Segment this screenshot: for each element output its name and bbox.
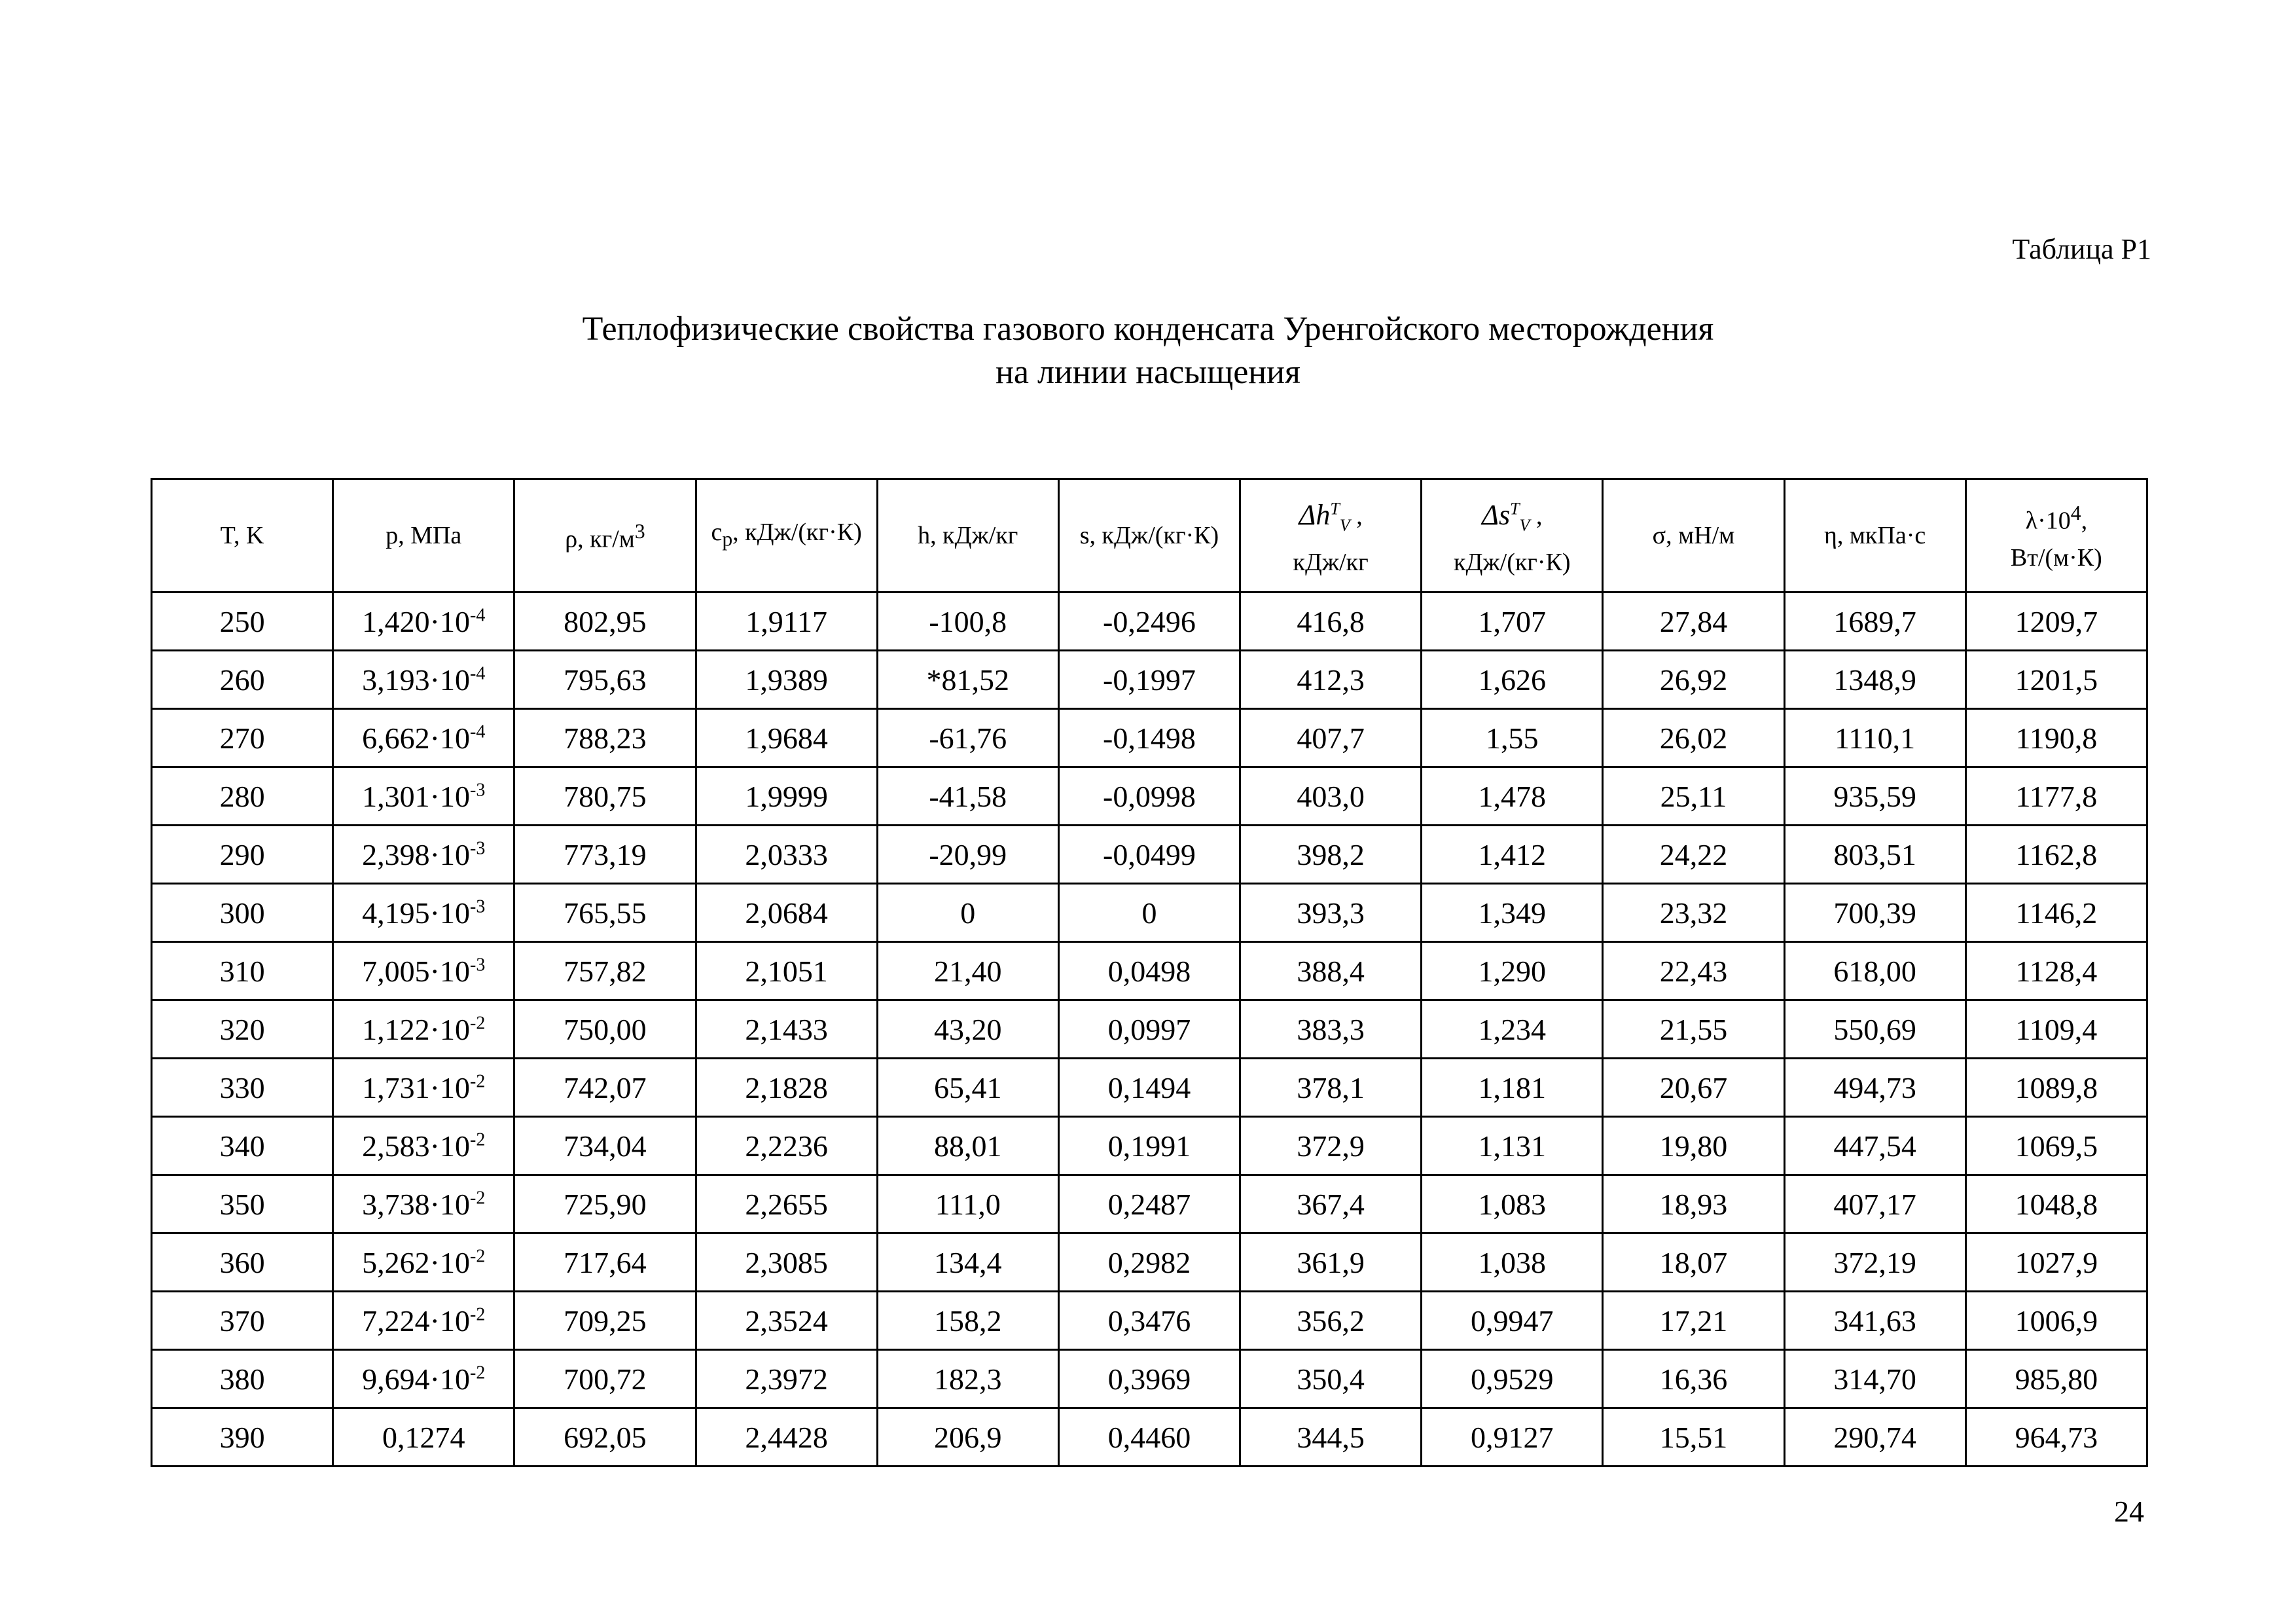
table-row — [152, 709, 2147, 767]
table-row — [152, 1233, 2147, 1292]
cell-ds: 1,412 — [1422, 826, 1603, 884]
cell-rho: 757,82 — [514, 942, 696, 1000]
cell-s: 0,1991 — [1058, 1117, 1240, 1175]
header-pressure: p, МПа — [333, 479, 514, 593]
cell-p: $5,262\cdot 10^{-2}$ — [333, 1233, 514, 1292]
cell-T: 350 — [152, 1175, 333, 1233]
header-viscosity: η, мкПа·с — [1784, 479, 1965, 593]
cell-h: 21,40 — [877, 942, 1058, 1000]
table-row — [152, 1408, 2147, 1467]
cell-cp: 1,9389 — [696, 651, 877, 709]
table-row — [152, 1175, 2147, 1233]
cell-eta: 700,39 — [1784, 884, 1965, 942]
cell-p: 0,1274 — [333, 1408, 514, 1467]
cell-rho: 795,63 — [514, 651, 696, 709]
cell-p: $3,193\cdot 10^{-4}$ — [333, 651, 514, 709]
cell-T: 360 — [152, 1233, 333, 1292]
cell-p: $1,420\cdot 10^{-4}$ — [333, 593, 514, 651]
cell-sigma: 16,36 — [1603, 1350, 1784, 1408]
cell-eta: 550,69 — [1784, 1000, 1965, 1059]
cell-cp: 1,9999 — [696, 767, 877, 826]
cell-sigma: 18,93 — [1603, 1175, 1784, 1233]
cell-dh: 350,4 — [1240, 1350, 1422, 1408]
cell-s: 0,2487 — [1058, 1175, 1240, 1233]
header-vaporization-enthalpy: $\Delta h^T_V$ , кДж/кг — [1240, 479, 1422, 593]
table-row — [152, 942, 2147, 1000]
header-vaporization-entropy: $\Delta s^T_V$ , кДж/(кг·К) — [1422, 479, 1603, 593]
cell-ds: 1,349 — [1422, 884, 1603, 942]
cell-ds: 0,9127 — [1422, 1408, 1603, 1467]
cell-h: 65,41 — [877, 1059, 1058, 1117]
cell-rho: 750,00 — [514, 1000, 696, 1059]
cell-cp: 2,0333 — [696, 826, 877, 884]
cell-s: 0,1494 — [1058, 1059, 1240, 1117]
cell-dh: 403,0 — [1240, 767, 1422, 826]
cell-T: 270 — [152, 709, 333, 767]
cell-sigma: 21,55 — [1603, 1000, 1784, 1059]
cell-cp: 2,4428 — [696, 1408, 877, 1467]
cell-T: 250 — [152, 593, 333, 651]
cell-h: 0 — [877, 884, 1058, 942]
cell-sigma: 27,84 — [1603, 593, 1784, 651]
cell-h: 158,2 — [877, 1292, 1058, 1350]
header-thermal-conductivity: $\lambda\cdot 10^4$, Вт/(м·К) — [1965, 479, 2147, 593]
cell-p: $7,224\cdot 10^{-2}$ — [333, 1292, 514, 1350]
cell-T: 330 — [152, 1059, 333, 1117]
cell-ds: 1,038 — [1422, 1233, 1603, 1292]
cell-ds: 1,181 — [1422, 1059, 1603, 1117]
properties-table — [151, 478, 2148, 1467]
cell-s: -0,1498 — [1058, 709, 1240, 767]
cell-rho: 773,19 — [514, 826, 696, 884]
cell-ds: 1,707 — [1422, 593, 1603, 651]
cell-sigma: 18,07 — [1603, 1233, 1784, 1292]
cell-s: -0,2496 — [1058, 593, 1240, 651]
cell-p: $3,738\cdot 10^{-2}$ — [333, 1175, 514, 1233]
cell-T: 320 — [152, 1000, 333, 1059]
cell-rho: 734,04 — [514, 1117, 696, 1175]
cell-ds: 1,083 — [1422, 1175, 1603, 1233]
cell-s: -0,0998 — [1058, 767, 1240, 826]
cell-lambda: 1146,2 — [1965, 884, 2147, 942]
cell-p: $7,005\cdot 10^{-3}$ — [333, 942, 514, 1000]
cell-dh: 398,2 — [1240, 826, 1422, 884]
table-row — [152, 826, 2147, 884]
cell-dh: 388,4 — [1240, 942, 1422, 1000]
cell-dh: 383,3 — [1240, 1000, 1422, 1059]
cell-rho: 742,07 — [514, 1059, 696, 1117]
cell-rho: 692,05 — [514, 1408, 696, 1467]
cell-dh: 356,2 — [1240, 1292, 1422, 1350]
header-surface-tension: σ, мН/м — [1603, 479, 1784, 593]
cell-lambda: 1190,8 — [1965, 709, 2147, 767]
cell-s: -0,1997 — [1058, 651, 1240, 709]
cell-p: $4,195\cdot 10^{-3}$ — [333, 884, 514, 942]
cell-sigma: 15,51 — [1603, 1408, 1784, 1467]
cell-eta: 618,00 — [1784, 942, 1965, 1000]
cell-p: $2,398\cdot 10^{-3}$ — [333, 826, 514, 884]
cell-s: -0,0499 — [1058, 826, 1240, 884]
table-row — [152, 1117, 2147, 1175]
cell-lambda: 985,80 — [1965, 1350, 2147, 1408]
cell-cp: 1,9684 — [696, 709, 877, 767]
table-label: Таблица Р1 — [2012, 233, 2151, 265]
cell-T: 260 — [152, 651, 333, 709]
cell-lambda: 964,73 — [1965, 1408, 2147, 1467]
cell-sigma: 26,92 — [1603, 651, 1784, 709]
table-row — [152, 1059, 2147, 1117]
header-heat-capacity: $c_p$, кДж/(кг·К) — [696, 479, 877, 593]
cell-cp: 2,3085 — [696, 1233, 877, 1292]
cell-cp: 2,0684 — [696, 884, 877, 942]
cell-ds: 1,131 — [1422, 1117, 1603, 1175]
cell-h: 206,9 — [877, 1408, 1058, 1467]
cell-ds: 0,9947 — [1422, 1292, 1603, 1350]
cell-rho: 709,25 — [514, 1292, 696, 1350]
cell-h: -20,99 — [877, 826, 1058, 884]
cell-T: 390 — [152, 1408, 333, 1467]
cell-cp: 2,3524 — [696, 1292, 877, 1350]
cell-T: 370 — [152, 1292, 333, 1350]
table-title — [0, 308, 2296, 394]
cell-p: $9,694\cdot 10^{-2}$ — [333, 1350, 514, 1408]
cell-s: 0,4460 — [1058, 1408, 1240, 1467]
cell-rho: 717,64 — [514, 1233, 696, 1292]
cell-h: -100,8 — [877, 593, 1058, 651]
cell-cp: 2,1828 — [696, 1059, 877, 1117]
cell-eta: 341,63 — [1784, 1292, 1965, 1350]
table-row — [152, 767, 2147, 826]
cell-s: 0,0997 — [1058, 1000, 1240, 1059]
cell-eta: 407,17 — [1784, 1175, 1965, 1233]
cell-lambda: 1069,5 — [1965, 1117, 2147, 1175]
cell-eta: 372,19 — [1784, 1233, 1965, 1292]
cell-ds: 1,290 — [1422, 942, 1603, 1000]
cell-h: 88,01 — [877, 1117, 1058, 1175]
cell-cp: 2,2236 — [696, 1117, 877, 1175]
cell-p: $1,731\cdot 10^{-2}$ — [333, 1059, 514, 1117]
table-row — [152, 593, 2147, 651]
cell-eta: 314,70 — [1784, 1350, 1965, 1408]
cell-p: $1,301\cdot 10^{-3}$ — [333, 767, 514, 826]
cell-dh: 393,3 — [1240, 884, 1422, 942]
table-row — [152, 1350, 2147, 1408]
cell-dh: 361,9 — [1240, 1233, 1422, 1292]
table-row — [152, 651, 2147, 709]
cell-rho: 802,95 — [514, 593, 696, 651]
cell-dh: 407,7 — [1240, 709, 1422, 767]
cell-lambda: 1201,5 — [1965, 651, 2147, 709]
cell-sigma: 20,67 — [1603, 1059, 1784, 1117]
cell-cp: 1,9117 — [696, 593, 877, 651]
cell-p: $2,583\cdot 10^{-2}$ — [333, 1117, 514, 1175]
cell-eta: 447,54 — [1784, 1117, 1965, 1175]
cell-lambda: 1177,8 — [1965, 767, 2147, 826]
cell-s: 0 — [1058, 884, 1240, 942]
header-enthalpy: h, кДж/кг — [877, 479, 1058, 593]
cell-lambda: 1209,7 — [1965, 593, 2147, 651]
cell-sigma: 24,22 — [1603, 826, 1784, 884]
cell-rho: 700,72 — [514, 1350, 696, 1408]
header-density: ρ, $кг/м^3$ — [514, 479, 696, 593]
cell-lambda: 1089,8 — [1965, 1059, 2147, 1117]
cell-lambda: 1027,9 — [1965, 1233, 2147, 1292]
cell-T: 300 — [152, 884, 333, 942]
cell-sigma: 26,02 — [1603, 709, 1784, 767]
cell-eta: 1110,1 — [1784, 709, 1965, 767]
cell-s: 0,3476 — [1058, 1292, 1240, 1350]
cell-lambda: 1006,9 — [1965, 1292, 2147, 1350]
cell-ds: 1,234 — [1422, 1000, 1603, 1059]
header-row — [152, 479, 2147, 593]
cell-eta: 290,74 — [1784, 1408, 1965, 1467]
table-row — [152, 1292, 2147, 1350]
cell-T: 340 — [152, 1117, 333, 1175]
cell-eta: 803,51 — [1784, 826, 1965, 884]
page-number: 24 — [2114, 1495, 2144, 1528]
header-temperature: T, K — [152, 479, 333, 593]
cell-h: 134,4 — [877, 1233, 1058, 1292]
cell-p: $6,662\cdot 10^{-4}$ — [333, 709, 514, 767]
cell-h: 111,0 — [877, 1175, 1058, 1233]
cell-rho: 788,23 — [514, 709, 696, 767]
cell-dh: 416,8 — [1240, 593, 1422, 651]
title-line-1: Теплофизические свойства газового конденсата Уренгойского месторождения — [582, 310, 1714, 348]
cell-h: -61,76 — [877, 709, 1058, 767]
cell-s: 0,3969 — [1058, 1350, 1240, 1408]
cell-h: -41,58 — [877, 767, 1058, 826]
cell-T: 380 — [152, 1350, 333, 1408]
cell-T: 310 — [152, 942, 333, 1000]
title-line-2: на линии насыщения — [996, 354, 1300, 391]
cell-rho: 780,75 — [514, 767, 696, 826]
cell-eta: 494,73 — [1784, 1059, 1965, 1117]
cell-rho: 725,90 — [514, 1175, 696, 1233]
cell-eta: 935,59 — [1784, 767, 1965, 826]
table-row — [152, 884, 2147, 942]
cell-eta: 1348,9 — [1784, 651, 1965, 709]
cell-dh: 344,5 — [1240, 1408, 1422, 1467]
cell-lambda: 1109,4 — [1965, 1000, 2147, 1059]
cell-eta: 1689,7 — [1784, 593, 1965, 651]
cell-dh: 372,9 — [1240, 1117, 1422, 1175]
cell-sigma: 17,21 — [1603, 1292, 1784, 1350]
cell-ds: 1,478 — [1422, 767, 1603, 826]
cell-sigma: 25,11 — [1603, 767, 1784, 826]
cell-sigma: 22,43 — [1603, 942, 1784, 1000]
cell-lambda: 1162,8 — [1965, 826, 2147, 884]
cell-h: *81,52 — [877, 651, 1058, 709]
cell-cp: 2,1051 — [696, 942, 877, 1000]
cell-T: 290 — [152, 826, 333, 884]
cell-ds: 0,9529 — [1422, 1350, 1603, 1408]
cell-cp: 2,2655 — [696, 1175, 877, 1233]
cell-cp: 2,1433 — [696, 1000, 877, 1059]
cell-dh: 412,3 — [1240, 651, 1422, 709]
cell-s: 0,0498 — [1058, 942, 1240, 1000]
cell-h: 182,3 — [877, 1350, 1058, 1408]
cell-lambda: 1128,4 — [1965, 942, 2147, 1000]
cell-sigma: 19,80 — [1603, 1117, 1784, 1175]
header-entropy: s, кДж/(кг·К) — [1058, 479, 1240, 593]
cell-sigma: 23,32 — [1603, 884, 1784, 942]
cell-s: 0,2982 — [1058, 1233, 1240, 1292]
cell-rho: 765,55 — [514, 884, 696, 942]
cell-h: 43,20 — [877, 1000, 1058, 1059]
cell-ds: 1,626 — [1422, 651, 1603, 709]
cell-dh: 378,1 — [1240, 1059, 1422, 1117]
table-row — [152, 1000, 2147, 1059]
cell-T: 280 — [152, 767, 333, 826]
cell-lambda: 1048,8 — [1965, 1175, 2147, 1233]
cell-ds: 1,55 — [1422, 709, 1603, 767]
cell-p: $1,122\cdot 10^{-2}$ — [333, 1000, 514, 1059]
cell-dh: 367,4 — [1240, 1175, 1422, 1233]
cell-cp: 2,3972 — [696, 1350, 877, 1408]
